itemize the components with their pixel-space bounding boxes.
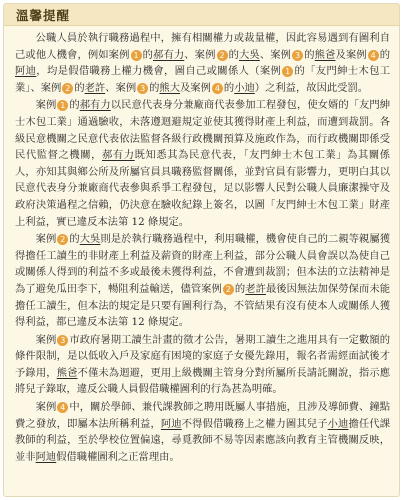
text-run: 的 [304,48,315,61]
paragraph-case-3 [15,332,390,398]
case-number-badge: 2 [223,284,234,295]
text-run: 中，關於學師、兼代課教師之聘用既屬人事措施，且涉及導師費、鐘點費之發放，即屬本法所稱利益， [15,401,391,430]
person-name: 老許 [245,282,266,295]
text-run: 案例 [35,333,57,346]
person-name: 大吳 [79,233,101,246]
text-run: 既知悉其為民意代表，「友門紳士木包工業」為其關係人，亦知其與鄉公所及所屬官員具職務監督關係，並對官員有影響力，更明白其以民意代表身分兼廠商代表參與系爭工程發包，足以影響人民對公職人員廉潔操守及政府決策過程之信賴，仍決意在驗收紀錄上簽名，以圖「友門紳士木包工業」財產上利益，實已違反本法第 12 條規定。 [15,149,391,228]
case-number-badge: 4 [57,402,68,413]
case-number-badge: 3 [292,50,303,61]
person-name: 郝有力 [102,149,135,162]
text-run: 、案例 [184,48,216,61]
text-run: 則是於執行職務過程中，利用職權，機會使自己的二親等親屬獲得擔任工讀生的非財產上利益及薪資的財產上利益，部分公職人員會誤以為使自己或關係人得到的利益不多或最後未獲得利益，不會遭到裁罰；但本法的立法精神是為了避免瓜田李下，暢阻利益輸送，儘管案例 [15,233,391,295]
text-run: ）之利益，故因此受罰。 [254,81,369,94]
text-run: ，均是假借職務上權力機會，圖自己或關係人（案例 [36,65,282,78]
text-run: 公職人員於執行職務過程中，擁有相關權力或裁量權，因此容易遇到有圖利自己或他人機會，例如案例 [15,32,390,61]
case-number-badge: 2 [57,234,68,245]
text-run: 的 [379,48,391,61]
person-name: 熊爸 [56,366,78,379]
case-number-badge: 3 [57,335,68,346]
text-run: 的 [69,99,80,112]
person-name: 郝有力 [79,99,111,112]
text-run: 的 [223,81,235,94]
text-run: 及案例 [180,81,211,94]
text-run: 及案例 [335,48,367,61]
text-run: 最後因無法加保勞保而未能擔任工讀生，但本法的規定是只要有圖利行為，不管結果有沒有使本人或關係人獲得利益，都已違反本法第 12 條規定。 [15,282,391,329]
text-run: 的 [149,81,160,94]
text-run: 以民意代表身分兼廠商代表參加工程發包，使女婿的「友門紳士木包工業」通過驗收，未落遵迴避規定並使其獲得財產上利益，而遭到裁罰。各級民意機關之民意代表依法監督各級行政機關預算及施政作為，而行政機關即係受民代監督之機關， [15,99,391,162]
case-number-badge: 2 [62,83,73,94]
case-number-badge: 2 [217,50,228,61]
text-run: 的 [142,48,154,61]
text-run: 不僅未為迴避，更用上級機關主管身分對所屬所長請託關說，指示應將兒子錄取，違反公職人員假借職權圖利的行為甚為明確。 [15,366,391,396]
person-name: 阿迪 [160,417,182,430]
person-name: 小迪 [327,417,349,430]
case-number-badge: 3 [137,83,148,94]
text-run: 市政府暑期工讀生計畫的徵才公告，暑期工讀生之進用具有一定數額的條件限制，是以低收入戶及家庭有困境的家庭子女優先錄用，報名者需經面試後才予錄用， [15,333,391,379]
case-number-badge: 1 [131,50,142,61]
text-run: 案例 [35,99,57,112]
case-number-badge: 1 [282,66,293,77]
text-run: 、案例 [259,48,292,61]
text-run: 的 [69,233,80,246]
case-number-badge: 1 [57,100,68,111]
person-name: 阿迪 [15,65,37,78]
case-number-badge: 4 [212,83,223,94]
text-run: 的 [74,81,85,94]
text-run: 的 [228,48,240,61]
person-name: 大吳 [239,48,260,61]
text-run: 假借職權圖利之正當理由。 [56,450,180,463]
text-run: 的「友門紳士木包工業」、案例 [15,65,391,94]
person-name: 老許 [84,81,106,94]
text-run: 案例 [35,233,57,246]
text-run: 的 [234,282,246,295]
person-name: 小迪 [234,81,255,94]
paragraph-case-2 [15,231,390,331]
text-run: 案例 [35,401,57,414]
person-name: 郝有力 [153,48,185,61]
person-name: 熊爸 [314,48,336,61]
person-name: 阿迪 [35,450,57,463]
text-run: 不得假借職務上之權力圖其兒子 [181,417,328,430]
card-title: 溫馨提醒 [16,7,71,23]
person-name: 熊大 [159,81,181,94]
text-run: 、案例 [105,81,137,94]
card-header [4,4,399,26]
paragraph-intro [15,30,390,96]
paragraph-case-1 [15,97,390,230]
paragraph-case-4 [15,399,390,465]
card-body [4,26,399,465]
reminder-card [3,3,400,497]
text-run: 擔任代課教師的利益，至於學校位置偏遠，尋覓教師不易等因素應該向教育主管機關反映，並非 [15,417,391,463]
case-number-badge: 4 [368,50,379,61]
